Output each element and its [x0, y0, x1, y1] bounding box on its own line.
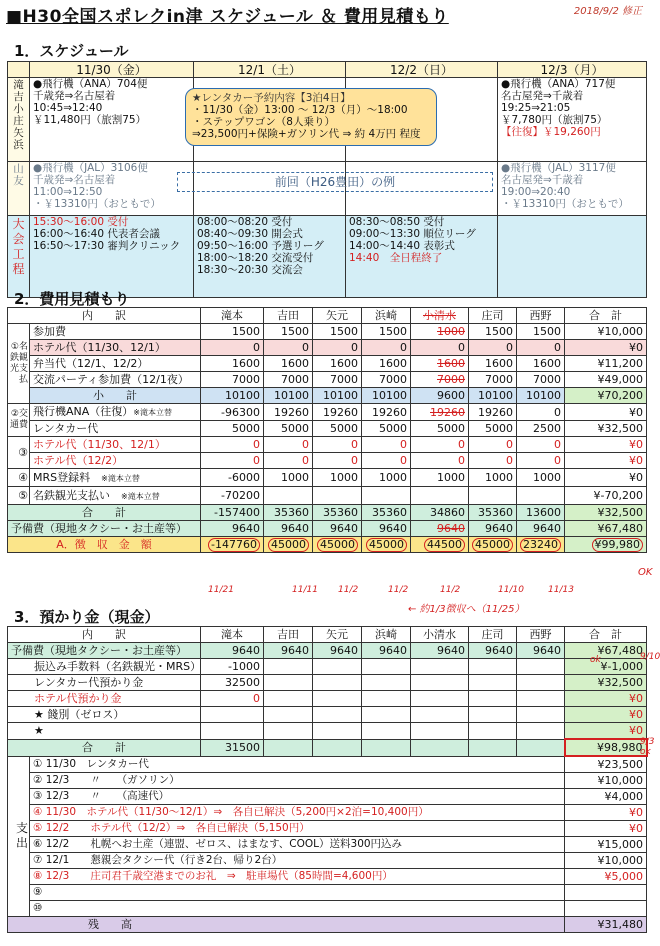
expense-amount: ¥23,500 — [565, 756, 647, 773]
balance-label: 残 高 — [8, 917, 565, 933]
cost-cell: 1000 — [264, 469, 313, 487]
deposit-cell: 9640 — [313, 643, 362, 659]
expense-row — [8, 869, 647, 885]
handwritten-note: ← 約1/3徴収へ（11/25） — [408, 604, 525, 615]
deposit-cell — [313, 675, 362, 691]
cost-cell: 1500 — [362, 324, 411, 340]
deposit-row — [8, 675, 647, 691]
handwritten-note: 9/3 ok — [640, 737, 655, 757]
cost-cell: ¥-70,200 — [565, 487, 647, 505]
cost-cell: 45000 — [362, 537, 411, 553]
row-label: 大会工程 — [8, 216, 30, 298]
cost-cell: 0 — [362, 437, 411, 453]
deposit-cell — [411, 707, 469, 723]
cost-cell: ¥32,500 — [565, 505, 647, 521]
cost-row — [8, 340, 647, 356]
cost-row-label: レンタカー代 — [30, 421, 201, 437]
deposit-cell — [362, 739, 411, 756]
deposit-cell — [201, 723, 264, 740]
cost-cell: 1000 — [469, 469, 517, 487]
deposit-cell — [201, 707, 264, 723]
cost-cell: 23240 — [517, 537, 565, 553]
cost-cell: 5000 — [201, 421, 264, 437]
cost-group-label: ③ — [8, 437, 30, 469]
day-header: 12/2（日） — [346, 62, 498, 78]
cost-cell: 0 — [264, 437, 313, 453]
cost-cell: 9640 — [411, 521, 469, 537]
cost-cell: -6000 — [201, 469, 264, 487]
expense-amount: ¥0 — [565, 821, 647, 837]
deposit-cell: -1000 — [201, 659, 264, 675]
cost-cell: 1600 — [201, 356, 264, 372]
cost-cell: 1600 — [362, 356, 411, 372]
cost-cell: ¥11,200 — [565, 356, 647, 372]
cost-cell: 19260 — [362, 404, 411, 421]
cost-cell: 1500 — [201, 324, 264, 340]
cost-group-label: ②交通費 — [8, 404, 30, 437]
cost-row — [8, 404, 647, 421]
cost-cell: 9640 — [313, 521, 362, 537]
day-header: 12/3（月） — [498, 62, 647, 78]
section-cost-heading: 2．費用見積もり — [14, 290, 130, 308]
cost-group-label: ①名鉄観光支払 — [8, 324, 30, 404]
expense-group-label: 支出 — [8, 756, 30, 917]
cost-cell: 5000 — [411, 421, 469, 437]
expense-row — [8, 853, 647, 869]
handwritten-date: 11/2 — [388, 585, 409, 595]
handwritten-date: 11/13 — [548, 585, 574, 595]
deposit-row — [8, 739, 647, 756]
cost-cell: ¥49,000 — [565, 372, 647, 388]
deposit-row-label: 予備費（現地タクシー・お土産等） — [8, 643, 201, 659]
deposit-cell: 9640 — [469, 643, 517, 659]
cost-cell: 19260 — [313, 404, 362, 421]
handwritten-ok: OK — [638, 567, 653, 578]
expense-amount: ¥4,000 — [565, 789, 647, 805]
handwritten-date: 11/10 — [498, 585, 524, 595]
cost-cell: 10100 — [517, 388, 565, 404]
cost-cell: 10100 — [201, 388, 264, 404]
deposit-cell: ¥-1,000 — [565, 659, 647, 675]
deposit-cell — [362, 691, 411, 707]
cost-cell: ¥99,980 — [565, 537, 647, 553]
deposit-cell — [517, 707, 565, 723]
cost-cell: ¥10,000 — [565, 324, 647, 340]
cost-cell: 5000 — [313, 421, 362, 437]
cost-cell: 0 — [313, 437, 362, 453]
cost-row — [8, 388, 647, 404]
deposit-cell — [362, 707, 411, 723]
deposit-cell — [411, 691, 469, 707]
expense-description: ⑥ 12/2 札幌へお土産（連盟、ゼロス、はまなす、COOL）送料300円込み — [30, 837, 565, 853]
deposit-cell — [517, 691, 565, 707]
cost-cell: 0 — [517, 453, 565, 469]
deposit-cell — [313, 739, 362, 756]
cost-row — [8, 453, 647, 469]
expense-row — [8, 901, 647, 917]
page-title: ■H30全国スポレクin津 スケジュール ＆ 費用見積もり — [6, 7, 449, 27]
cost-row — [8, 487, 647, 505]
deposit-row-label: ★ 餞別（ゼロス） — [8, 707, 201, 723]
cost-row-label: ホテル代（11/30、12/1） — [30, 437, 201, 453]
deposit-row-label: ホテル代預かり金 — [8, 691, 201, 707]
cost-cell: 0 — [362, 453, 411, 469]
cost-row-label: 予備費（現地タクシー・お土産等） — [8, 521, 201, 537]
deposit-cell — [362, 659, 411, 675]
deposit-row-label: 振込み手数料（名鉄観光・MRS） — [8, 659, 201, 675]
deposit-cell — [517, 675, 565, 691]
cost-cell: 0 — [469, 340, 517, 356]
schedule-cell: ●飛行機（ANA）704便 千歳発⇒名古屋着 10:45⇒12:40 ￥11,480円（旅割75） — [30, 78, 194, 162]
cost-row-label: 合 計 — [8, 505, 201, 521]
cost-cell: 0 — [411, 340, 469, 356]
cost-row-label: A．徴 収 金 額 — [8, 537, 201, 553]
cost-cell: 9640 — [517, 521, 565, 537]
deposit-cell: ¥0 — [565, 707, 647, 723]
cost-cell: 5000 — [469, 421, 517, 437]
cost-cell: 7000 — [201, 372, 264, 388]
cost-cell: 10100 — [469, 388, 517, 404]
expense-row — [8, 756, 647, 773]
cost-cell: ¥0 — [565, 404, 647, 421]
handwritten-date: 11/11 — [292, 585, 318, 595]
deposit-cell: 32500 — [201, 675, 264, 691]
balance-value: ¥31,480 — [565, 917, 647, 933]
deposit-cell — [411, 739, 469, 756]
deposit-cell — [517, 659, 565, 675]
cost-cell: 1000 — [411, 469, 469, 487]
cost-cell: -157400 — [201, 505, 264, 521]
deposit-cell: 9640 — [517, 643, 565, 659]
cost-cell: 0 — [362, 340, 411, 356]
expense-amount: ¥0 — [565, 805, 647, 821]
expense-row — [8, 837, 647, 853]
cost-cell: -96300 — [201, 404, 264, 421]
deposit-row — [8, 691, 647, 707]
cost-row — [8, 437, 647, 453]
balance-row — [8, 917, 647, 933]
cost-cell: 5000 — [362, 421, 411, 437]
cost-cell: 0 — [201, 340, 264, 356]
expense-amount: ¥5,000 — [565, 869, 647, 885]
cost-row-label: 交流パーティ参加費（12/1夜） — [30, 372, 201, 388]
cost-cell: 45000 — [313, 537, 362, 553]
deposit-cell: 9640 — [201, 643, 264, 659]
cost-cell: 45000 — [264, 537, 313, 553]
cost-row — [8, 324, 647, 340]
deposit-cell — [313, 659, 362, 675]
cost-cell: 45000 — [469, 537, 517, 553]
cost-row-label: ホテル代（12/2） — [30, 453, 201, 469]
cost-row-label: MRS登録料 ※滝本立替 — [30, 469, 201, 487]
cost-row-label: ホテル代（11/30、12/1） — [30, 340, 201, 356]
cost-cell: 1000 — [411, 324, 469, 340]
cost-cell: 1500 — [469, 324, 517, 340]
cost-cell: ¥0 — [565, 340, 647, 356]
cost-cell: 9640 — [264, 521, 313, 537]
cost-table — [7, 307, 647, 553]
cost-row — [8, 505, 647, 521]
cost-cell: 0 — [469, 437, 517, 453]
deposit-row-label: レンタカー代預かり金 — [8, 675, 201, 691]
cost-cell: 1000 — [362, 469, 411, 487]
deposit-cell — [264, 659, 313, 675]
schedule-cell: 15:30～16:00 受付 16:00～16:40 代表者会議 16:50～17:30 審判クリニック — [30, 216, 194, 298]
deposit-row — [8, 723, 647, 740]
deposit-cell — [411, 659, 469, 675]
cost-cell: -70200 — [201, 487, 264, 505]
cost-cell: 7000 — [362, 372, 411, 388]
deposit-cell: ¥98,980 — [565, 739, 647, 756]
cost-cell: 1600 — [517, 356, 565, 372]
deposit-cell — [362, 675, 411, 691]
deposit-cell — [362, 723, 411, 740]
deposit-row-label: ★ — [8, 723, 201, 740]
cost-cell: ¥67,480 — [565, 521, 647, 537]
deposit-cell — [411, 675, 469, 691]
handwritten-date: 11/21 — [208, 585, 234, 595]
section-schedule-heading: 1．スケジュール — [14, 42, 129, 60]
deposit-cell — [313, 691, 362, 707]
cost-cell — [362, 487, 411, 505]
cost-cell: 44500 — [411, 537, 469, 553]
cost-cell: 0 — [313, 340, 362, 356]
deposit-cell: 9640 — [362, 643, 411, 659]
cost-cell: 19260 — [411, 404, 469, 421]
cost-cell — [313, 487, 362, 505]
deposit-row — [8, 707, 647, 723]
cost-cell: 35360 — [313, 505, 362, 521]
deposit-cell: 0 — [201, 691, 264, 707]
expense-row — [8, 789, 647, 805]
expense-description: ⑩ — [30, 901, 565, 917]
cost-cell: 0 — [469, 453, 517, 469]
deposit-cell — [469, 739, 517, 756]
cost-cell: 0 — [517, 437, 565, 453]
deposit-cell: 9640 — [264, 643, 313, 659]
deposit-cell — [313, 723, 362, 740]
deposit-cell: ¥0 — [565, 723, 647, 740]
cost-cell: ¥70,200 — [565, 388, 647, 404]
previous-example-note: 前回（H26豊田）の例 — [177, 172, 493, 192]
schedule-cell: 08:30～08:50 受付 09:00～13:30 順位リーグ 14:00～14:40 表彰式 14:40 全日程終了 — [346, 216, 498, 298]
deposit-cell — [264, 707, 313, 723]
cost-cell: 10100 — [264, 388, 313, 404]
cost-cell: 9640 — [469, 521, 517, 537]
expense-amount: ¥10,000 — [565, 853, 647, 869]
cost-cell: 19260 — [264, 404, 313, 421]
deposit-cell: 31500 — [201, 739, 264, 756]
cost-group-label: ⑤ — [8, 487, 30, 505]
cost-cell — [517, 487, 565, 505]
cost-cell: 9640 — [201, 521, 264, 537]
cost-row-label: 参加費 — [30, 324, 201, 340]
cost-cell: 7000 — [411, 372, 469, 388]
cost-row-label: 弁当代（12/1、12/2） — [30, 356, 201, 372]
cost-cell: 1500 — [264, 324, 313, 340]
deposit-row — [8, 659, 647, 675]
cost-cell: 35360 — [362, 505, 411, 521]
expense-row — [8, 885, 647, 901]
expense-description: ② 12/3 〃 （ガソリン） — [30, 773, 565, 789]
cost-cell — [411, 487, 469, 505]
cost-row-label: 名鉄観光支払い ※滝本立替 — [30, 487, 201, 505]
handwritten-note: 9/10 — [640, 652, 660, 662]
deposit-cell — [469, 707, 517, 723]
cost-cell: 2500 — [517, 421, 565, 437]
deposit-row — [8, 643, 647, 659]
cost-cell: 0 — [313, 453, 362, 469]
deposit-cell — [469, 659, 517, 675]
deposit-cell — [264, 739, 313, 756]
cost-cell: -147760 — [201, 537, 264, 553]
cost-cell: 0 — [517, 404, 565, 421]
cost-cell: 7000 — [313, 372, 362, 388]
deposit-cell — [313, 707, 362, 723]
cost-row — [8, 469, 647, 487]
expense-description: ③ 12/3 〃 （高速代） — [30, 789, 565, 805]
cost-cell: 35360 — [264, 505, 313, 521]
expense-amount: ¥10,000 — [565, 773, 647, 789]
expense-row — [8, 805, 647, 821]
cost-cell: 9600 — [411, 388, 469, 404]
expense-amount: ¥15,000 — [565, 837, 647, 853]
cost-cell: 0 — [411, 437, 469, 453]
expense-amount — [565, 885, 647, 901]
cost-cell: 19260 — [469, 404, 517, 421]
rental-car-callout: ★レンタカー予約内容【3泊4日】 ・11/30（金）13:00 ～ 12/3（月）～18:00 ・ステップワゴン（8人乗り） ⇒23,500円+保険+ガソリン代 ⇒ 約 4万円 程度 — [185, 88, 437, 146]
handwritten-note: ok — [590, 655, 601, 665]
expense-row — [8, 773, 647, 789]
cost-cell: ¥0 — [565, 469, 647, 487]
cost-cell: 34860 — [411, 505, 469, 521]
schedule-cell: 08:00～08:20 受付 08:40～09:30 開会式 09:50～16:00 予選リーグ 18:00～18:20 交流受付 18:30～20:30 交流会 — [194, 216, 346, 298]
cost-group-label: ④ — [8, 469, 30, 487]
deposit-cell — [264, 723, 313, 740]
cost-cell: 1600 — [264, 356, 313, 372]
deposit-cell: ¥0 — [565, 691, 647, 707]
cost-cell: 7000 — [517, 372, 565, 388]
schedule-cell: ●飛行機（JAL）3106便 千歳発⇒名古屋着 11:00⇒12:50 ・￥13310円（おともで） — [30, 162, 194, 216]
cost-row-label: 飛行機ANA（往復）※滝本立替 — [30, 404, 201, 421]
cost-cell: 10100 — [362, 388, 411, 404]
expense-description: ⑤ 12/2 ホテル代（12/2）⇒ 各自已解決（5,150円） — [30, 821, 565, 837]
expense-amount — [565, 901, 647, 917]
cost-cell: ¥0 — [565, 437, 647, 453]
cost-cell: 1000 — [517, 469, 565, 487]
day-header: 11/30（金） — [30, 62, 194, 78]
schedule-cell: ●飛行機（ANA）717便 名古屋発⇒千歳着 19:25⇒21:05 ￥7,780円（旅割75） 【往復】￥19,260円 — [498, 78, 647, 162]
cost-row — [8, 537, 647, 553]
day-header: 12/1（土） — [194, 62, 346, 78]
deposit-cell: ¥32,500 — [565, 675, 647, 691]
deposit-row-label: 合 計 — [8, 739, 201, 756]
cost-header-row: 内 訳 滝本 吉田 矢元 浜崎 小清水 庄司 西野 合 計 — [8, 308, 647, 324]
cost-cell: 35360 — [469, 505, 517, 521]
cost-cell: 0 — [201, 453, 264, 469]
deposit-cell — [264, 675, 313, 691]
cost-cell: 7000 — [264, 372, 313, 388]
row-label: 滝吉小庄矢浜 — [8, 78, 30, 162]
cost-cell: ¥0 — [565, 453, 647, 469]
deposit-cell — [469, 723, 517, 740]
cost-cell: 1600 — [313, 356, 362, 372]
cost-cell: 13600 — [517, 505, 565, 521]
deposit-cell: ¥67,480 — [565, 643, 647, 659]
deposit-cell — [517, 723, 565, 740]
cost-row — [8, 421, 647, 437]
cost-body — [8, 324, 647, 553]
handwritten-date: 11/2 — [440, 585, 461, 595]
cost-cell — [264, 487, 313, 505]
row-label: 山友 — [8, 162, 30, 216]
revision-date: 2018/9/2 修正 — [573, 6, 642, 17]
cost-cell: 9640 — [362, 521, 411, 537]
cost-cell: 10100 — [313, 388, 362, 404]
cost-cell: 5000 — [264, 421, 313, 437]
cost-row — [8, 372, 647, 388]
section-deposit-heading: 3．預かり金（現金） — [14, 608, 160, 626]
deposit-cell — [264, 691, 313, 707]
cost-cell: 7000 — [469, 372, 517, 388]
cost-cell: 1600 — [411, 356, 469, 372]
expense-row — [8, 821, 647, 837]
cost-cell: 1500 — [313, 324, 362, 340]
cost-cell: 0 — [517, 340, 565, 356]
cost-cell: 0 — [411, 453, 469, 469]
deposit-body — [8, 643, 647, 933]
expense-description: ⑦ 12/1 懇親会タクシー代（行き2台、帰り2台） — [30, 853, 565, 869]
cost-cell: 1600 — [469, 356, 517, 372]
cost-row-label: 小 計 — [30, 388, 201, 404]
cost-cell: ¥32,500 — [565, 421, 647, 437]
cost-cell — [469, 487, 517, 505]
cost-row — [8, 521, 647, 537]
handwritten-date: 11/2 — [338, 585, 359, 595]
schedule-cell: ●飛行機（JAL）3117便 名古屋発⇒千歳着 19:00⇒20:40 ・￥13310円（おともで） — [498, 162, 647, 216]
deposit-cell — [517, 739, 565, 756]
expense-description: ① 11/30 レンタカー代 — [30, 756, 565, 773]
deposit-cell — [469, 691, 517, 707]
deposit-header-row: 内 訳 滝本 吉田 矢元 浜崎 小清水 庄司 西野 合 計 — [8, 627, 647, 643]
cost-row — [8, 356, 647, 372]
cost-cell: 1000 — [313, 469, 362, 487]
deposit-cell — [411, 723, 469, 740]
expense-description: ⑨ — [30, 885, 565, 901]
expense-description: ⑧ 12/3 庄司君千歳空港までのお礼 ⇒ 駐車場代（85時間=4,600円） — [30, 869, 565, 885]
cost-cell: 1500 — [517, 324, 565, 340]
cost-cell: 0 — [201, 437, 264, 453]
expense-description: ④ 11/30 ホテル代（11/30～12/1）⇒ 各自已解決（5,200円×2泊=10,400円） — [30, 805, 565, 821]
deposit-cell — [469, 675, 517, 691]
cost-cell: 0 — [264, 453, 313, 469]
deposit-cell: 9640 — [411, 643, 469, 659]
deposit-table — [7, 626, 648, 933]
cost-cell: 0 — [264, 340, 313, 356]
